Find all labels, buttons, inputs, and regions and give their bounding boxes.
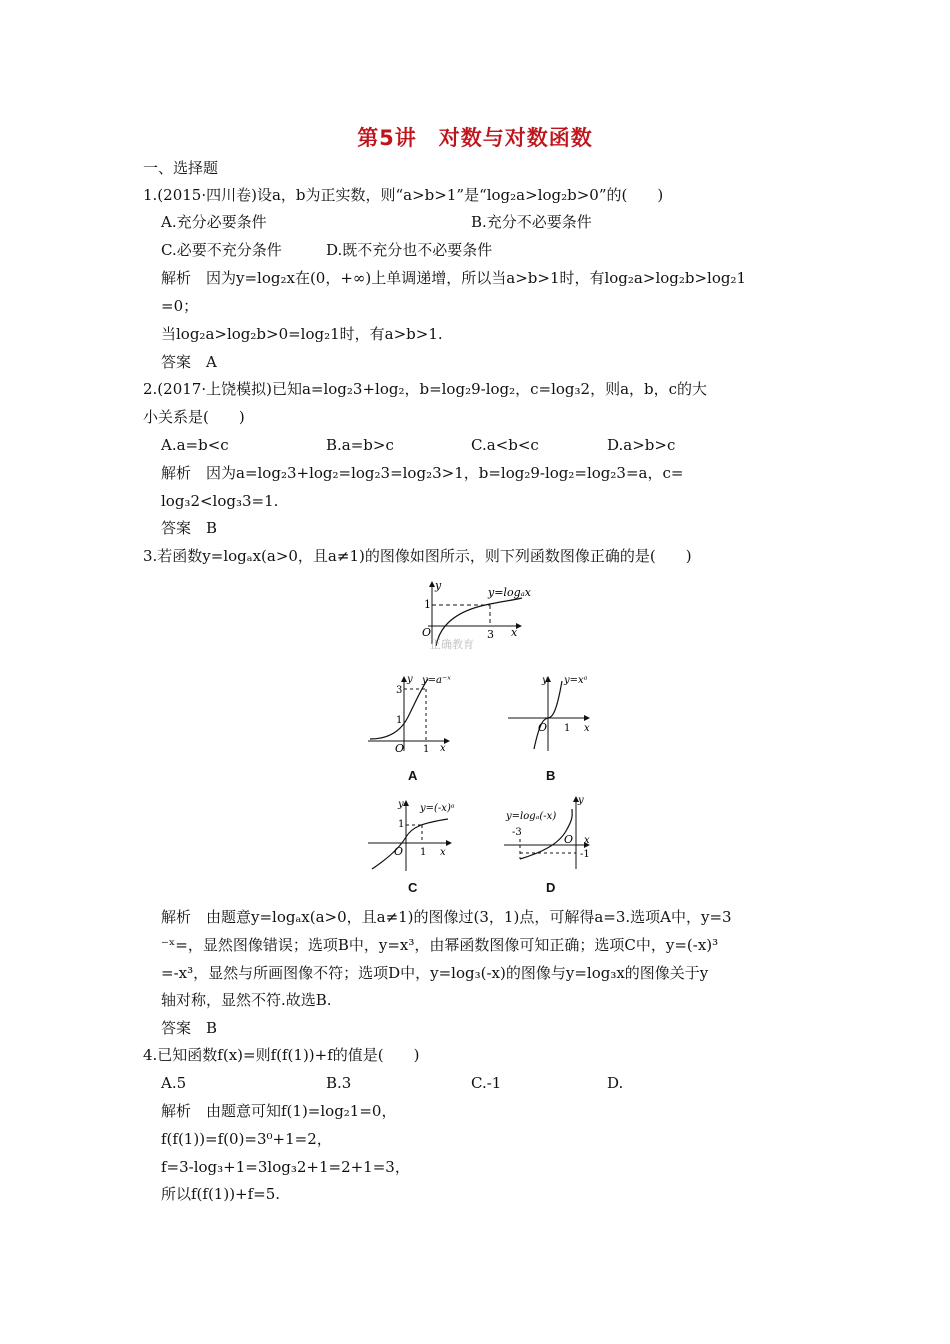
q1-option-c: C.必要不充分条件 <box>161 241 282 259</box>
tick-1: 1 <box>564 723 571 734</box>
q2-option-b: B.a=b>c <box>326 436 394 454</box>
tick-1: 1 <box>396 715 403 726</box>
tick-3: 3 <box>487 628 494 641</box>
q4-option-b: B.3 <box>326 1074 352 1092</box>
curve-label: y=logₐx <box>488 586 531 599</box>
curve-label: y=xᵃ <box>564 675 588 686</box>
x-label: x <box>511 626 518 639</box>
q4-stem: 4.已知函数f(x)=则f(f(1))+f的值是( ) <box>143 1046 420 1064</box>
log-graph-figure <box>418 578 538 650</box>
q3-analysis-line: =-x³，显然与所画图像不符；选项D中，y=log₃(-x)的图像与y=log₃x的图像关于y <box>161 964 709 982</box>
y-label: y <box>542 675 548 686</box>
figure-caption-d: D <box>546 880 556 895</box>
q2-option-c: C.a<b<c <box>471 436 539 454</box>
option-b-graph <box>504 673 604 755</box>
q1-analysis-line: 解析 因为y=log₂x在(0，+∞)上单调递增，所以当a>b>1时，有log₂a>log₂b>log₂1 <box>161 269 747 287</box>
q1-analysis-line: 当log₂a>log₂b>0=log₂1时，有a>b>1. <box>161 325 443 343</box>
q1-option-d: D.既不充分也不必要条件 <box>326 241 493 259</box>
q4-analysis-line: f=3-log₃+1=3log₃2+1=2+1=3， <box>161 1158 410 1176</box>
curve-label: y=a⁻ˣ <box>422 675 451 686</box>
origin-label: O <box>538 721 548 734</box>
tick-minus-3: -3 <box>512 827 522 838</box>
q2-answer: 答案 B <box>161 519 218 537</box>
tick-3: 3 <box>396 685 403 696</box>
watermark: 正确教育 <box>430 638 474 650</box>
y-label: y <box>407 674 413 685</box>
curve-label: y=(-x)ᵃ <box>420 803 455 814</box>
origin-label: O <box>564 833 574 846</box>
tick-1: 1 <box>423 744 430 755</box>
figure-caption-b: B <box>546 768 556 783</box>
section-heading: 一、选择题 <box>143 159 219 177</box>
q1-option-b: B.充分不必要条件 <box>471 213 592 231</box>
tick-1: 1 <box>424 598 431 611</box>
origin-label: O <box>422 626 432 639</box>
tick-1: 1 <box>420 847 427 858</box>
tick-minus-1: -1 <box>580 849 590 860</box>
y-label: y <box>398 799 404 810</box>
q3-analysis-line: 轴对称，显然不符.故选B. <box>161 991 332 1009</box>
page-title: 第5讲 对数与对数函数 <box>357 126 593 150</box>
y-label: y <box>435 579 442 592</box>
option-a-graph <box>364 673 464 755</box>
figure-caption-a: A <box>408 768 418 783</box>
x-label: x <box>440 743 446 754</box>
q4-analysis-line: f(f(1))=f(0)=3⁰+1=2， <box>161 1130 332 1148</box>
option-c-graph <box>364 797 468 875</box>
q4-analysis-line: 解析 由题意可知f(1)=log₂1=0， <box>161 1102 397 1120</box>
figure-caption-c: C <box>408 880 418 895</box>
q4-analysis-line: 所以f(f(1))+f=5. <box>161 1185 281 1203</box>
x-label: x <box>440 847 446 858</box>
q2-stem: 小关系是( ) <box>143 408 245 426</box>
q4-option-d: D. <box>607 1074 624 1092</box>
origin-label: O <box>394 845 404 858</box>
q2-option-d: D.a>b>c <box>607 436 676 454</box>
origin-label: O <box>395 742 405 755</box>
option-d-graph <box>500 793 604 875</box>
q4-option-c: C.-1 <box>471 1074 502 1092</box>
x-label: x <box>584 723 590 734</box>
q2-stem: 2.(2017·上饶模拟)已知a=log₂3+log₂，b=log₂9-log₂，c=log₃2，则a，b，c的大 <box>143 380 708 398</box>
q1-stem: 1.(2015·四川卷)设a，b为正实数，则“a>b>1”是“log₂a>log₂b>0”的( ) <box>143 186 664 204</box>
power-curve <box>372 819 448 869</box>
q3-answer: 答案 B <box>161 1019 218 1037</box>
q3-analysis-line: ⁻ˣ=，显然图像错误；选项B中，y=x³，由幂函数图像可知正确；选项C中，y=(-x)³ <box>161 936 719 954</box>
y-label: y <box>578 795 584 806</box>
q1-analysis-line: =0； <box>161 297 199 315</box>
q3-analysis-line: 解析 由题意y=logₐx(a>0，且a≠1)的图像过(3，1)点，可解得a=3.选项A中，y=3 <box>161 908 732 926</box>
q2-analysis-line: log₃2<log₃3=1. <box>161 492 279 510</box>
q3-stem: 3.若函数y=logₐx(a>0，且a≠1)的图像如图所示，则下列函数图像正确的是( ) <box>143 547 692 565</box>
q1-option-a: A.充分必要条件 <box>161 213 267 231</box>
x-label: x <box>584 835 590 846</box>
tick-1: 1 <box>398 819 405 830</box>
q1-answer: 答案 A <box>161 353 217 371</box>
q2-analysis-line: 解析 因为a=log₂3+log₂=log₂3=log₂3>1，b=log₂9-log₂=log₂3=a，c= <box>161 464 684 482</box>
curve-label: y=logₐ(-x) <box>506 811 557 822</box>
q2-option-a: A.a=b<c <box>161 436 229 454</box>
q4-option-a: A.5 <box>161 1074 187 1092</box>
